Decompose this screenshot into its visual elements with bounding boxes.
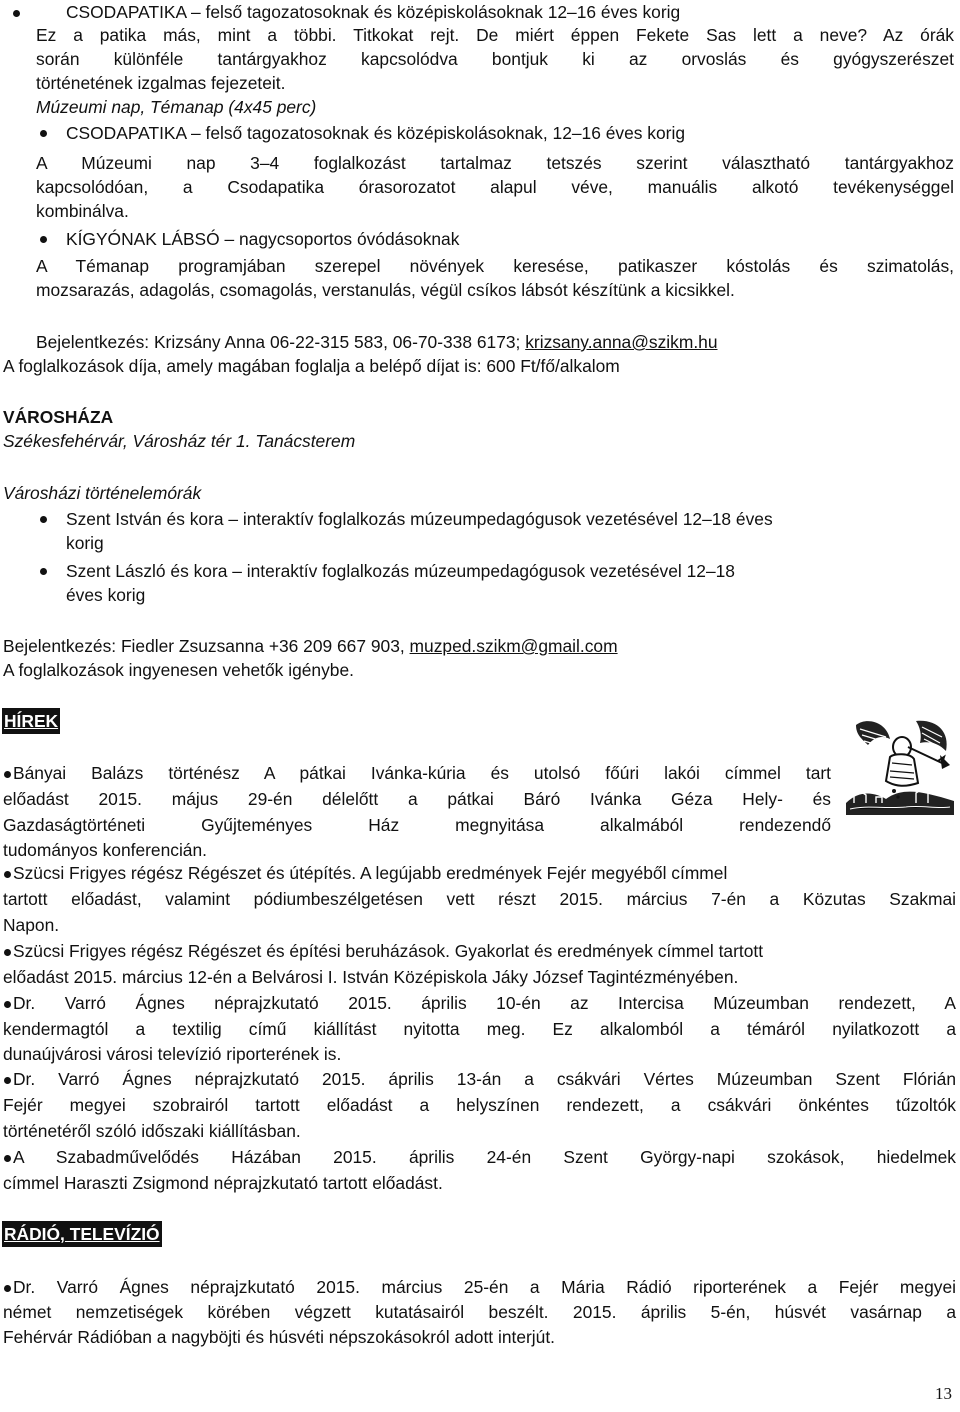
paragraph-line: A Témanap programjában szerepel növények keresése, patikaszer kóstolás és szimatolás, xyxy=(36,256,954,276)
radio-line: Dr. Varró Ágnes néprajzkutató 2015. március 25-én a Mária Rádió riporterének a Fejér megyei xyxy=(13,1277,956,1297)
news-line: dunaújvárosi városi televízió riporterének is. xyxy=(3,1044,342,1064)
news-line: címmel Haraszti Zsigmond néprajzkutató tartott előadást. xyxy=(3,1173,443,1193)
varoshaza-subtitle: Városházi történelemórák xyxy=(3,483,202,503)
signup-line xyxy=(3,634,618,658)
news-line: kendermagtól a textilig című kiállítást nyitotta meg. Ez alkalomból a témáról nyilatkozott a xyxy=(3,1019,956,1039)
news-line: Gazdaságtörténeti Gyűjteményes Ház megnyitása alkalmából rendezendő xyxy=(3,815,831,835)
news-line: Napon. xyxy=(3,915,60,935)
bullet-dot xyxy=(40,130,47,137)
bullet-dot xyxy=(4,871,11,878)
news-line: tudományos konferencián. xyxy=(3,840,207,860)
paragraph-line: A Múzeumi nap 3–4 foglalkozást tartalmaz tetszés szerint választható tantárgyakhoz xyxy=(36,153,954,173)
section-heading: Múzeumi nap, Témanap (4x45 perc) xyxy=(36,97,317,117)
bullet-dot xyxy=(4,949,11,956)
paragraph-line: kombinálva. xyxy=(36,201,129,221)
email-link[interactable]: muzped.szikm@gmail.com xyxy=(409,636,618,656)
bullet-dot xyxy=(40,516,47,523)
email-link[interactable]: krizsany.anna@szikm.hu xyxy=(525,332,718,352)
news-line: A Szabadművelődés Házában 2015. április 24-én Szent György-napi szokások, hiedelmek xyxy=(13,1147,956,1167)
varoshaza-title: VÁROSHÁZA xyxy=(3,407,114,427)
radio-line: német nemzetiségek körében végzett kutatásairól beszélt. 2015. április 5-én, húsvét vasárnap a xyxy=(3,1302,956,1322)
bullet-dot xyxy=(4,1077,11,1084)
news-line: Dr. Varró Ágnes néprajzkutató 2015. április 13-án a csákvári Vértes Múzeumban Szent Flórián xyxy=(13,1069,956,1089)
fee-line: A foglalkozások díja, amely magában foglalja a belépő díjat is: 600 Ft/fő/alkalom xyxy=(3,356,620,376)
news-line: Szücsi Frigyes régész Régészet és útépítés. A legújabb eredmények Fejér megyéből címmel xyxy=(13,863,728,883)
radio-line: Fehérvár Rádióban a nagyböjti és húsvéti népszokásokról adott interjút. xyxy=(3,1327,555,1347)
intro-text-line: során különféle tantárgyakhoz kapcsolódva bontjuk ki az orvoslás és gyógyszerészet xyxy=(36,49,954,69)
intro-text-line: történetének izgalmas fejezeteit. xyxy=(36,73,286,93)
news-line: Dr. Varró Ágnes néprajzkutató 2015. április 10-én az Intercisa Múzeumban rendezett, A xyxy=(13,993,956,1013)
bullet-dot xyxy=(4,1155,11,1162)
signup-text: Bejelentkezés: Krizsány Anna 06-22-315 583, 06-70-338 6173; xyxy=(36,332,526,352)
hirek-heading: HÍREK xyxy=(2,708,60,734)
news-line: történetéről szóló időszaki kiállításban. xyxy=(3,1121,301,1141)
news-line: előadást 2015. május 29-én délelőtt a pátkai Báró Ivánka Géza Hely- és xyxy=(3,789,831,809)
news-line: előadást 2015. március 12-én a Belvárosi I. István Középiskola Jáky József Tagintézményében. xyxy=(3,967,739,987)
bullet-text: Szent László és kora – interaktív foglalkozás múzeumpedagógusok vezetésével 12–18 xyxy=(66,561,735,581)
bullet-dot xyxy=(4,1285,11,1292)
signup-text: Bejelentkezés: Fiedler Zsuzsanna +36 209 667 903, xyxy=(3,636,410,656)
intro-bullet-text: CSODAPATIKA – felső tagozatosoknak és középiskolásoknak 12–16 éves korig xyxy=(66,2,681,22)
bullet-dot xyxy=(13,10,20,17)
bullet-dot xyxy=(4,1001,11,1008)
radio-heading: RÁDIÓ, TELEVÍZIÓ xyxy=(2,1221,162,1247)
news-line: Bányai Balázs történész A pátkai Ivánka-kúria és utolsó főúri lakói címmel tart xyxy=(13,763,831,783)
intro-text-line: Ez a patika más, mint a többi. Titkokat rejt. De miért éppen Fekete Sas lett a neve? Az órák xyxy=(36,25,954,45)
news-line: Szücsi Frigyes régész Régészet és építési beruházások. Gyakorlat és eredmények címmel tartott xyxy=(13,941,764,961)
bullet-text: Szent István és kora – interaktív foglalkozás múzeumpedagógusok vezetésével 12–18 éves xyxy=(66,509,773,529)
bullet-dot xyxy=(40,236,47,243)
paragraph-line: kapcsolódóan, a Csodapatika órasorozatot alapul véve, manuális alkotó tevékenységgel xyxy=(36,177,954,197)
free-line: A foglalkozások ingyenesen vehetők igénybe. xyxy=(3,660,354,680)
bullet-dot xyxy=(40,568,47,575)
news-line: tartott előadást, valamint pódiumbeszélgetésen vett részt 2015. március 7-én a Közutas Szakmai xyxy=(3,889,956,909)
varoshaza-address: Székesfehérvár, Városház tér 1. Tanácsterem xyxy=(3,431,356,451)
bullet-dot xyxy=(4,771,11,778)
bullet-text: KÍGYÓNAK LÁBSÓ – nagycsoportos óvódásoknak xyxy=(66,229,460,249)
bullet-text: CSODAPATIKA – felső tagozatosoknak és középiskolásoknak, 12–16 éves korig xyxy=(66,123,685,143)
page-number: 13 xyxy=(935,1384,952,1403)
bullet-text: korig xyxy=(66,533,104,553)
signup-line xyxy=(36,330,718,354)
bullet-text: éves korig xyxy=(66,585,146,605)
news-line: Fejér megyei szobrairól tartott előadást a helyszínen rendezett, a csákvári önkéntes tűzoltók xyxy=(3,1095,956,1115)
paragraph-line: mozsarazás, adagolás, csomagolás, verstanulás, végül csíkos lábsót készítünk a kicsikkel. xyxy=(36,280,735,300)
angel-with-trumpet-illustration xyxy=(846,717,954,815)
